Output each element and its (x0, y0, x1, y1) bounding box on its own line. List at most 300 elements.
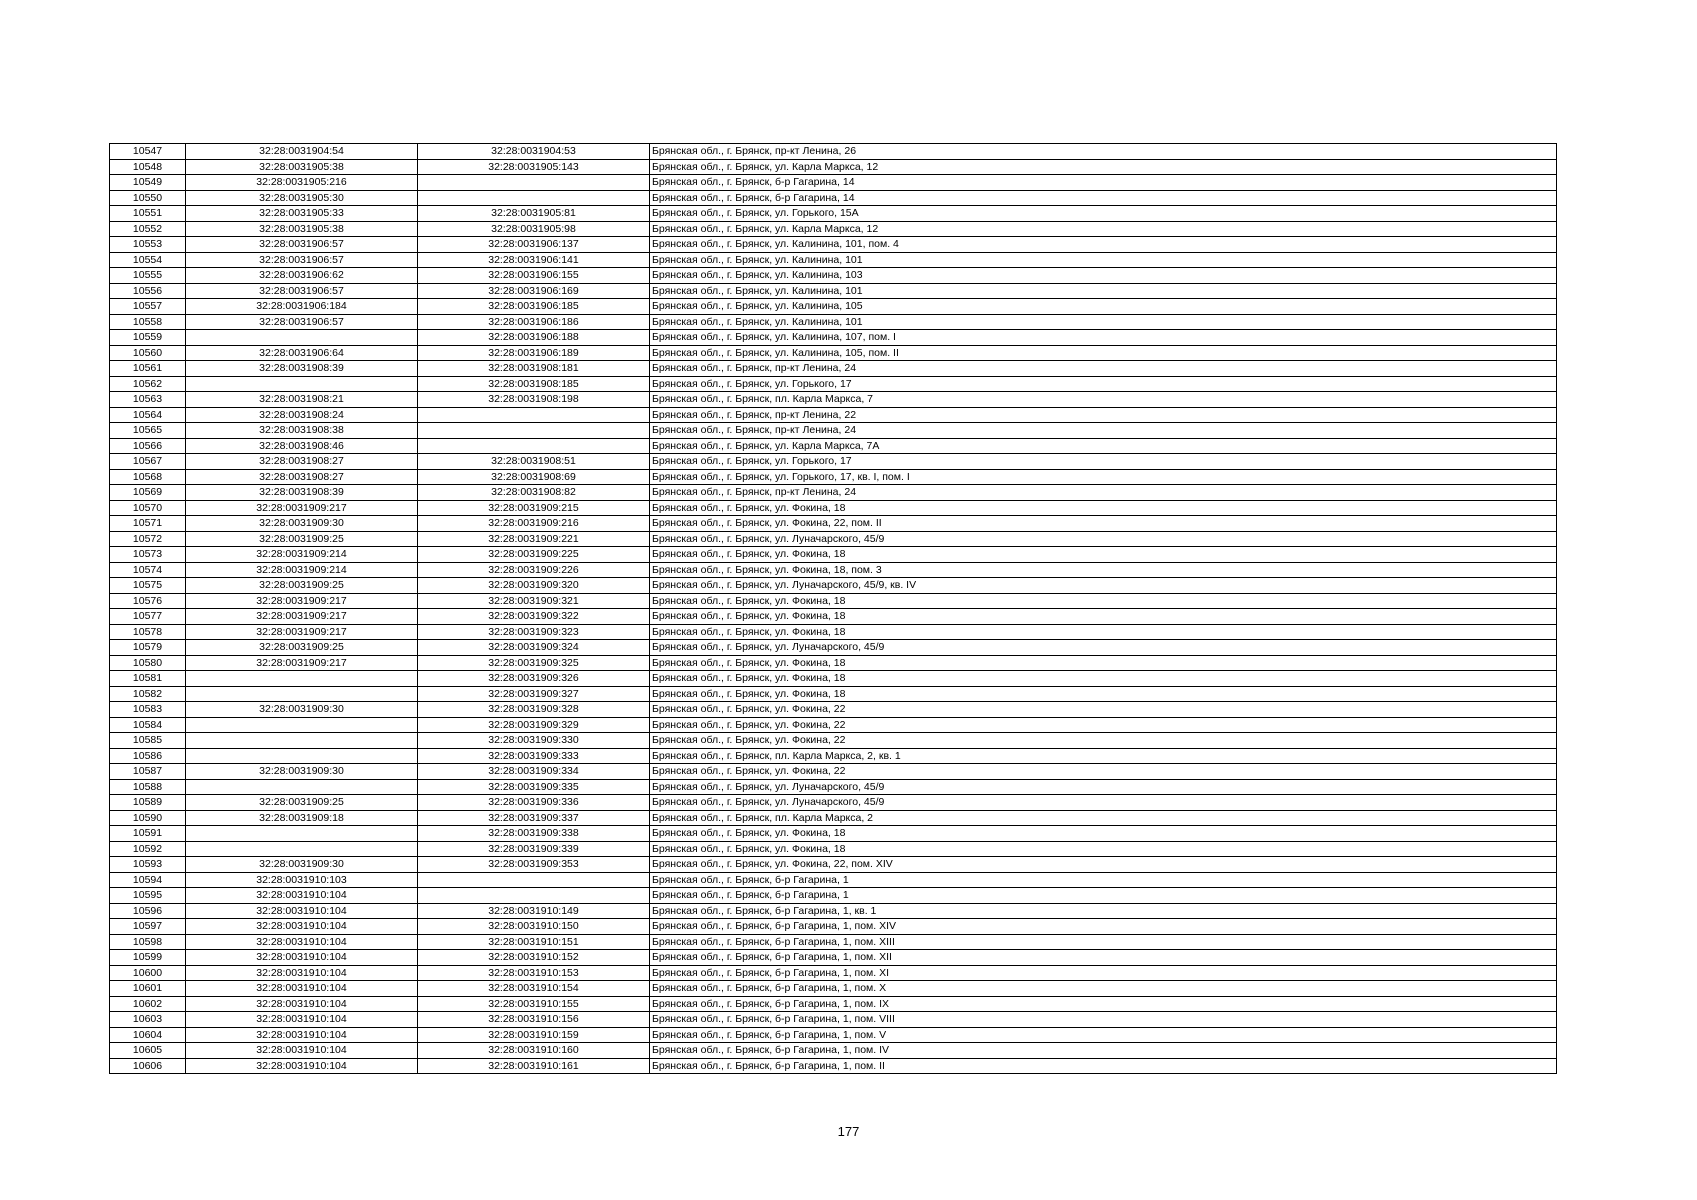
parcel-number-cell: 32:28:0031906:62 (186, 268, 418, 284)
address-cell: Брянская обл., г. Брянск, ул. Горького, 15А (650, 206, 1557, 222)
object-number-cell: 32:28:0031909:323 (418, 624, 650, 640)
row-number-cell: 10560 (110, 345, 186, 361)
row-number-cell: 10602 (110, 996, 186, 1012)
row-number-cell: 10583 (110, 702, 186, 718)
address-cell: Брянская обл., г. Брянск, ул. Фокина, 18, пом. 3 (650, 562, 1557, 578)
row-number-cell: 10601 (110, 981, 186, 997)
parcel-number-cell (186, 686, 418, 702)
parcel-number-cell (186, 330, 418, 346)
row-number-cell: 10587 (110, 764, 186, 780)
row-number-cell: 10604 (110, 1027, 186, 1043)
table-row (110, 965, 1557, 981)
parcel-number-cell: 32:28:0031910:104 (186, 1027, 418, 1043)
parcel-number-cell: 32:28:0031909:217 (186, 500, 418, 516)
row-number-cell: 10557 (110, 299, 186, 315)
address-cell: Брянская обл., г. Брянск, ул. Фокина, 18 (650, 593, 1557, 609)
row-number-cell: 10593 (110, 857, 186, 873)
table-row (110, 330, 1557, 346)
object-number-cell (418, 888, 650, 904)
object-number-cell: 32:28:0031908:82 (418, 485, 650, 501)
address-cell: Брянская обл., г. Брянск, пр-кт Ленина, 22 (650, 407, 1557, 423)
object-number-cell: 32:28:0031909:325 (418, 655, 650, 671)
address-cell: Брянская обл., г. Брянск, пр-кт Ленина, 24 (650, 423, 1557, 439)
table-row (110, 593, 1557, 609)
address-cell: Брянская обл., г. Брянск, б-р Гагарина, 1, пом. IX (650, 996, 1557, 1012)
row-number-cell: 10556 (110, 283, 186, 299)
object-number-cell: 32:28:0031906:188 (418, 330, 650, 346)
parcel-number-cell: 32:28:0031905:30 (186, 190, 418, 206)
table-row (110, 950, 1557, 966)
address-cell: Брянская обл., г. Брянск, пр-кт Ленина, 24 (650, 485, 1557, 501)
parcel-number-cell: 32:28:0031906:64 (186, 345, 418, 361)
object-number-cell: 32:28:0031910:161 (418, 1058, 650, 1074)
object-number-cell: 32:28:0031906:185 (418, 299, 650, 315)
object-number-cell: 32:28:0031910:159 (418, 1027, 650, 1043)
parcel-number-cell: 32:28:0031909:30 (186, 764, 418, 780)
row-number-cell: 10547 (110, 144, 186, 160)
object-number-cell (418, 872, 650, 888)
parcel-number-cell: 32:28:0031909:217 (186, 624, 418, 640)
table-row (110, 221, 1557, 237)
row-number-cell: 10558 (110, 314, 186, 330)
address-cell: Брянская обл., г. Брянск, ул. Фокина, 22, пом. XIV (650, 857, 1557, 873)
address-cell: Брянская обл., г. Брянск, ул. Фокина, 18 (650, 500, 1557, 516)
table-row (110, 795, 1557, 811)
table-row (110, 423, 1557, 439)
parcel-number-cell (186, 826, 418, 842)
row-number-cell: 10594 (110, 872, 186, 888)
table-row (110, 531, 1557, 547)
parcel-number-cell (186, 671, 418, 687)
row-number-cell: 10554 (110, 252, 186, 268)
table-row (110, 392, 1557, 408)
object-number-cell: 32:28:0031908:198 (418, 392, 650, 408)
table-row (110, 841, 1557, 857)
row-number-cell: 10589 (110, 795, 186, 811)
object-number-cell: 32:28:0031910:160 (418, 1043, 650, 1059)
parcel-number-cell: 32:28:0031906:57 (186, 283, 418, 299)
object-number-cell: 32:28:0031906:155 (418, 268, 650, 284)
address-cell: Брянская обл., г. Брянск, б-р Гагарина, 1, пом. XIV (650, 919, 1557, 935)
parcel-number-cell (186, 748, 418, 764)
row-number-cell: 10584 (110, 717, 186, 733)
table-row (110, 686, 1557, 702)
row-number-cell: 10552 (110, 221, 186, 237)
object-number-cell: 32:28:0031909:215 (418, 500, 650, 516)
address-cell: Брянская обл., г. Брянск, пр-кт Ленина, 24 (650, 361, 1557, 377)
table-row (110, 283, 1557, 299)
address-cell: Брянская обл., г. Брянск, б-р Гагарина, 1, пом. IV (650, 1043, 1557, 1059)
parcel-number-cell: 32:28:0031905:33 (186, 206, 418, 222)
parcel-number-cell: 32:28:0031908:38 (186, 423, 418, 439)
table-row (110, 345, 1557, 361)
row-number-cell: 10571 (110, 516, 186, 532)
object-number-cell: 32:28:0031910:151 (418, 934, 650, 950)
parcel-number-cell: 32:28:0031909:30 (186, 702, 418, 718)
address-cell: Брянская обл., г. Брянск, ул. Калинина, 105 (650, 299, 1557, 315)
row-number-cell: 10551 (110, 206, 186, 222)
address-cell: Брянская обл., г. Брянск, ул. Фокина, 18 (650, 609, 1557, 625)
object-number-cell: 32:28:0031908:69 (418, 469, 650, 485)
address-cell: Брянская обл., г. Брянск, ул. Фокина, 18 (650, 671, 1557, 687)
parcel-number-cell: 32:28:0031909:25 (186, 640, 418, 656)
table-row (110, 733, 1557, 749)
table-row (110, 578, 1557, 594)
parcel-number-cell: 32:28:0031909:30 (186, 516, 418, 532)
object-number-cell: 32:28:0031909:333 (418, 748, 650, 764)
object-number-cell: 32:28:0031909:339 (418, 841, 650, 857)
object-number-cell: 32:28:0031904:53 (418, 144, 650, 160)
table-row (110, 1012, 1557, 1028)
parcel-number-cell: 32:28:0031908:24 (186, 407, 418, 423)
table-row (110, 1027, 1557, 1043)
table-row (110, 485, 1557, 501)
address-cell: Брянская обл., г. Брянск, ул. Фокина, 22 (650, 702, 1557, 718)
parcel-number-cell: 32:28:0031910:104 (186, 919, 418, 935)
address-cell: Брянская обл., г. Брянск, пл. Карла Маркса, 2, кв. 1 (650, 748, 1557, 764)
parcel-number-cell: 32:28:0031910:104 (186, 888, 418, 904)
parcel-number-cell: 32:28:0031909:25 (186, 795, 418, 811)
row-number-cell: 10597 (110, 919, 186, 935)
address-cell: Брянская обл., г. Брянск, б-р Гагарина, 1, пом. X (650, 981, 1557, 997)
table-row (110, 903, 1557, 919)
row-number-cell: 10585 (110, 733, 186, 749)
address-cell: Брянская обл., г. Брянск, ул. Карла Маркса, 7А (650, 438, 1557, 454)
object-number-cell: 32:28:0031909:321 (418, 593, 650, 609)
address-cell: Брянская обл., г. Брянск, б-р Гагарина, 1 (650, 888, 1557, 904)
table-row (110, 407, 1557, 423)
address-cell: Брянская обл., г. Брянск, б-р Гагарина, 14 (650, 190, 1557, 206)
table-row (110, 500, 1557, 516)
parcel-number-cell: 32:28:0031910:104 (186, 1012, 418, 1028)
parcel-number-cell (186, 733, 418, 749)
address-cell: Брянская обл., г. Брянск, б-р Гагарина, 1, пом. XI (650, 965, 1557, 981)
row-number-cell: 10576 (110, 593, 186, 609)
object-number-cell (418, 438, 650, 454)
address-cell: Брянская обл., г. Брянск, ул. Горького, 17, кв. I, пом. I (650, 469, 1557, 485)
object-number-cell: 32:28:0031910:153 (418, 965, 650, 981)
table-row (110, 624, 1557, 640)
address-cell: Брянская обл., г. Брянск, б-р Гагарина, 1, пом. II (650, 1058, 1557, 1074)
row-number-cell: 10559 (110, 330, 186, 346)
parcel-number-cell: 32:28:0031908:21 (186, 392, 418, 408)
parcel-number-cell: 32:28:0031908:39 (186, 361, 418, 377)
row-number-cell: 10596 (110, 903, 186, 919)
parcel-number-cell: 32:28:0031908:46 (186, 438, 418, 454)
address-cell: Брянская обл., г. Брянск, ул. Фокина, 22 (650, 717, 1557, 733)
object-number-cell: 32:28:0031908:51 (418, 454, 650, 470)
row-number-cell: 10581 (110, 671, 186, 687)
parcel-number-cell: 32:28:0031909:30 (186, 857, 418, 873)
parcel-number-cell: 32:28:0031910:104 (186, 981, 418, 997)
parcel-number-cell: 32:28:0031906:57 (186, 314, 418, 330)
row-number-cell: 10549 (110, 175, 186, 191)
parcel-number-cell: 32:28:0031905:38 (186, 159, 418, 175)
row-number-cell: 10573 (110, 547, 186, 563)
table-row (110, 516, 1557, 532)
object-number-cell: 32:28:0031908:181 (418, 361, 650, 377)
table-row (110, 237, 1557, 253)
table-row (110, 144, 1557, 160)
table-row (110, 764, 1557, 780)
table-row (110, 981, 1557, 997)
object-number-cell: 32:28:0031909:338 (418, 826, 650, 842)
parcel-number-cell (186, 841, 418, 857)
object-number-cell (418, 190, 650, 206)
parcel-number-cell: 32:28:0031909:217 (186, 593, 418, 609)
parcel-number-cell: 32:28:0031908:27 (186, 454, 418, 470)
parcel-number-cell: 32:28:0031909:217 (186, 609, 418, 625)
table-row (110, 206, 1557, 222)
row-number-cell: 10565 (110, 423, 186, 439)
table-row (110, 810, 1557, 826)
object-number-cell: 32:28:0031906:186 (418, 314, 650, 330)
table-row (110, 268, 1557, 284)
row-number-cell: 10566 (110, 438, 186, 454)
row-number-cell: 10577 (110, 609, 186, 625)
object-number-cell: 32:28:0031909:225 (418, 547, 650, 563)
address-cell: Брянская обл., г. Брянск, ул. Фокина, 22 (650, 764, 1557, 780)
row-number-cell: 10572 (110, 531, 186, 547)
address-cell: Брянская обл., г. Брянск, пл. Карла Маркса, 7 (650, 392, 1557, 408)
object-number-cell: 32:28:0031909:226 (418, 562, 650, 578)
table-row (110, 562, 1557, 578)
row-number-cell: 10603 (110, 1012, 186, 1028)
row-number-cell: 10605 (110, 1043, 186, 1059)
table-row (110, 376, 1557, 392)
parcel-number-cell: 32:28:0031910:104 (186, 996, 418, 1012)
object-number-cell: 32:28:0031905:81 (418, 206, 650, 222)
row-number-cell: 10599 (110, 950, 186, 966)
row-number-cell: 10586 (110, 748, 186, 764)
object-number-cell: 32:28:0031909:216 (418, 516, 650, 532)
parcel-number-cell: 32:28:0031909:217 (186, 655, 418, 671)
object-number-cell: 32:28:0031906:137 (418, 237, 650, 253)
parcel-number-cell: 32:28:0031906:57 (186, 237, 418, 253)
table-row (110, 438, 1557, 454)
row-number-cell: 10579 (110, 640, 186, 656)
parcel-number-cell: 32:28:0031910:104 (186, 903, 418, 919)
address-cell: Брянская обл., г. Брянск, ул. Калинина, 107, пом. I (650, 330, 1557, 346)
address-cell: Брянская обл., г. Брянск, ул. Фокина, 22 (650, 733, 1557, 749)
address-cell: Брянская обл., г. Брянск, ул. Карла Маркса, 12 (650, 221, 1557, 237)
parcel-number-cell: 32:28:0031909:18 (186, 810, 418, 826)
address-cell: Брянская обл., г. Брянск, ул. Горького, 17 (650, 454, 1557, 470)
parcel-number-cell: 32:28:0031908:27 (186, 469, 418, 485)
object-number-cell: 32:28:0031909:320 (418, 578, 650, 594)
row-number-cell: 10591 (110, 826, 186, 842)
address-cell: Брянская обл., г. Брянск, б-р Гагарина, 1, пом. V (650, 1027, 1557, 1043)
table-row (110, 361, 1557, 377)
parcel-number-cell: 32:28:0031910:104 (186, 965, 418, 981)
table-row (110, 919, 1557, 935)
object-number-cell: 32:28:0031909:337 (418, 810, 650, 826)
object-number-cell: 32:28:0031908:185 (418, 376, 650, 392)
parcel-number-cell: 32:28:0031909:214 (186, 547, 418, 563)
row-number-cell: 10550 (110, 190, 186, 206)
table-row (110, 1058, 1557, 1074)
row-number-cell: 10590 (110, 810, 186, 826)
parcel-number-cell: 32:28:0031910:104 (186, 1058, 418, 1074)
row-number-cell: 10564 (110, 407, 186, 423)
row-number-cell: 10580 (110, 655, 186, 671)
row-number-cell: 10606 (110, 1058, 186, 1074)
row-number-cell: 10567 (110, 454, 186, 470)
address-cell: Брянская обл., г. Брянск, б-р Гагарина, 1, пом. XII (650, 950, 1557, 966)
object-number-cell: 32:28:0031906:189 (418, 345, 650, 361)
parcel-number-cell: 32:28:0031910:104 (186, 950, 418, 966)
table-row (110, 779, 1557, 795)
row-number-cell: 10555 (110, 268, 186, 284)
address-cell: Брянская обл., г. Брянск, ул. Луначарского, 45/9 (650, 640, 1557, 656)
address-cell: Брянская обл., г. Брянск, ул. Луначарского, 45/9, кв. IV (650, 578, 1557, 594)
parcel-number-cell: 32:28:0031910:103 (186, 872, 418, 888)
table-row (110, 748, 1557, 764)
object-number-cell: 32:28:0031909:329 (418, 717, 650, 733)
row-number-cell: 10568 (110, 469, 186, 485)
table-row (110, 252, 1557, 268)
row-number-cell: 10548 (110, 159, 186, 175)
table-row (110, 996, 1557, 1012)
table-row (110, 1043, 1557, 1059)
row-number-cell: 10574 (110, 562, 186, 578)
row-number-cell: 10578 (110, 624, 186, 640)
table-row (110, 826, 1557, 842)
parcel-number-cell: 32:28:0031905:38 (186, 221, 418, 237)
address-cell: Брянская обл., г. Брянск, ул. Фокина, 22, пом. II (650, 516, 1557, 532)
address-cell: Брянская обл., г. Брянск, ул. Калинина, 101 (650, 283, 1557, 299)
table-row (110, 175, 1557, 191)
address-cell: Брянская обл., г. Брянск, ул. Луначарского, 45/9 (650, 531, 1557, 547)
address-cell: Брянская обл., г. Брянск, ул. Фокина, 18 (650, 841, 1557, 857)
table-row (110, 671, 1557, 687)
table-row (110, 888, 1557, 904)
address-cell: Брянская обл., г. Брянск, ул. Калинина, 105, пом. II (650, 345, 1557, 361)
parcel-number-cell: 32:28:0031909:214 (186, 562, 418, 578)
table-row (110, 872, 1557, 888)
parcel-number-cell (186, 717, 418, 733)
address-cell: Брянская обл., г. Брянск, ул. Горького, 17 (650, 376, 1557, 392)
table-row (110, 547, 1557, 563)
row-number-cell: 10563 (110, 392, 186, 408)
address-cell: Брянская обл., г. Брянск, ул. Фокина, 18 (650, 547, 1557, 563)
address-cell: Брянская обл., г. Брянск, ул. Калинина, 103 (650, 268, 1557, 284)
row-number-cell: 10588 (110, 779, 186, 795)
object-number-cell: 32:28:0031910:155 (418, 996, 650, 1012)
table-row (110, 299, 1557, 315)
object-number-cell: 32:28:0031909:336 (418, 795, 650, 811)
object-number-cell: 32:28:0031909:322 (418, 609, 650, 625)
parcel-number-cell (186, 779, 418, 795)
object-number-cell: 32:28:0031905:143 (418, 159, 650, 175)
address-cell: Брянская обл., г. Брянск, ул. Фокина, 18 (650, 655, 1557, 671)
object-number-cell: 32:28:0031909:327 (418, 686, 650, 702)
object-number-cell (418, 175, 650, 191)
address-cell: Брянская обл., г. Брянск, ул. Калинина, 101, пом. 4 (650, 237, 1557, 253)
object-number-cell: 32:28:0031910:152 (418, 950, 650, 966)
address-cell: Брянская обл., г. Брянск, б-р Гагарина, 14 (650, 175, 1557, 191)
address-cell: Брянская обл., г. Брянск, б-р Гагарина, 1, пом. VIII (650, 1012, 1557, 1028)
parcel-number-cell: 32:28:0031909:25 (186, 578, 418, 594)
cadastral-table-body (110, 144, 1557, 1074)
parcel-number-cell: 32:28:0031909:25 (186, 531, 418, 547)
address-cell: Брянская обл., г. Брянск, ул. Калинина, 101 (650, 252, 1557, 268)
object-number-cell (418, 423, 650, 439)
object-number-cell: 32:28:0031909:335 (418, 779, 650, 795)
table-row (110, 857, 1557, 873)
parcel-number-cell: 32:28:0031908:39 (186, 485, 418, 501)
table-row (110, 609, 1557, 625)
row-number-cell: 10598 (110, 934, 186, 950)
address-cell: Брянская обл., г. Брянск, б-р Гагарина, 1, пом. XIII (650, 934, 1557, 950)
object-number-cell: 32:28:0031910:156 (418, 1012, 650, 1028)
address-cell: Брянская обл., г. Брянск, ул. Фокина, 18 (650, 826, 1557, 842)
row-number-cell: 10561 (110, 361, 186, 377)
address-cell: Брянская обл., г. Брянск, ул. Луначарского, 45/9 (650, 795, 1557, 811)
row-number-cell: 10595 (110, 888, 186, 904)
object-number-cell: 32:28:0031906:141 (418, 252, 650, 268)
address-cell: Брянская обл., г. Брянск, ул. Калинина, 101 (650, 314, 1557, 330)
table-row (110, 454, 1557, 470)
object-number-cell (418, 407, 650, 423)
address-cell: Брянская обл., г. Брянск, б-р Гагарина, 1 (650, 872, 1557, 888)
row-number-cell: 10553 (110, 237, 186, 253)
row-number-cell: 10570 (110, 500, 186, 516)
parcel-number-cell (186, 376, 418, 392)
address-cell: Брянская обл., г. Брянск, б-р Гагарина, 1, кв. 1 (650, 903, 1557, 919)
address-cell: Брянская обл., г. Брянск, пр-кт Ленина, 26 (650, 144, 1557, 160)
row-number-cell: 10600 (110, 965, 186, 981)
address-cell: Брянская обл., г. Брянск, ул. Карла Маркса, 12 (650, 159, 1557, 175)
table-row (110, 469, 1557, 485)
parcel-number-cell: 32:28:0031904:54 (186, 144, 418, 160)
object-number-cell: 32:28:0031905:98 (418, 221, 650, 237)
row-number-cell: 10562 (110, 376, 186, 392)
table-row (110, 934, 1557, 950)
cadastral-table (109, 143, 1557, 1074)
address-cell: Брянская обл., г. Брянск, пл. Карла Маркса, 2 (650, 810, 1557, 826)
object-number-cell: 32:28:0031910:150 (418, 919, 650, 935)
row-number-cell: 10575 (110, 578, 186, 594)
table-row (110, 717, 1557, 733)
object-number-cell: 32:28:0031909:334 (418, 764, 650, 780)
object-number-cell: 32:28:0031909:221 (418, 531, 650, 547)
address-cell: Брянская обл., г. Брянск, ул. Фокина, 18 (650, 686, 1557, 702)
page-number: 177 (837, 1124, 860, 1139)
table-row (110, 190, 1557, 206)
parcel-number-cell: 32:28:0031906:57 (186, 252, 418, 268)
row-number-cell: 10592 (110, 841, 186, 857)
parcel-number-cell: 32:28:0031906:184 (186, 299, 418, 315)
object-number-cell: 32:28:0031909:330 (418, 733, 650, 749)
row-number-cell: 10582 (110, 686, 186, 702)
table-row (110, 640, 1557, 656)
object-number-cell: 32:28:0031910:154 (418, 981, 650, 997)
object-number-cell: 32:28:0031909:326 (418, 671, 650, 687)
address-cell: Брянская обл., г. Брянск, ул. Луначарского, 45/9 (650, 779, 1557, 795)
object-number-cell: 32:28:0031910:149 (418, 903, 650, 919)
table-row (110, 159, 1557, 175)
parcel-number-cell: 32:28:0031910:104 (186, 934, 418, 950)
object-number-cell: 32:28:0031906:169 (418, 283, 650, 299)
table-row (110, 314, 1557, 330)
row-number-cell: 10569 (110, 485, 186, 501)
parcel-number-cell: 32:28:0031905:216 (186, 175, 418, 191)
table-row (110, 702, 1557, 718)
object-number-cell: 32:28:0031909:324 (418, 640, 650, 656)
object-number-cell: 32:28:0031909:353 (418, 857, 650, 873)
object-number-cell: 32:28:0031909:328 (418, 702, 650, 718)
